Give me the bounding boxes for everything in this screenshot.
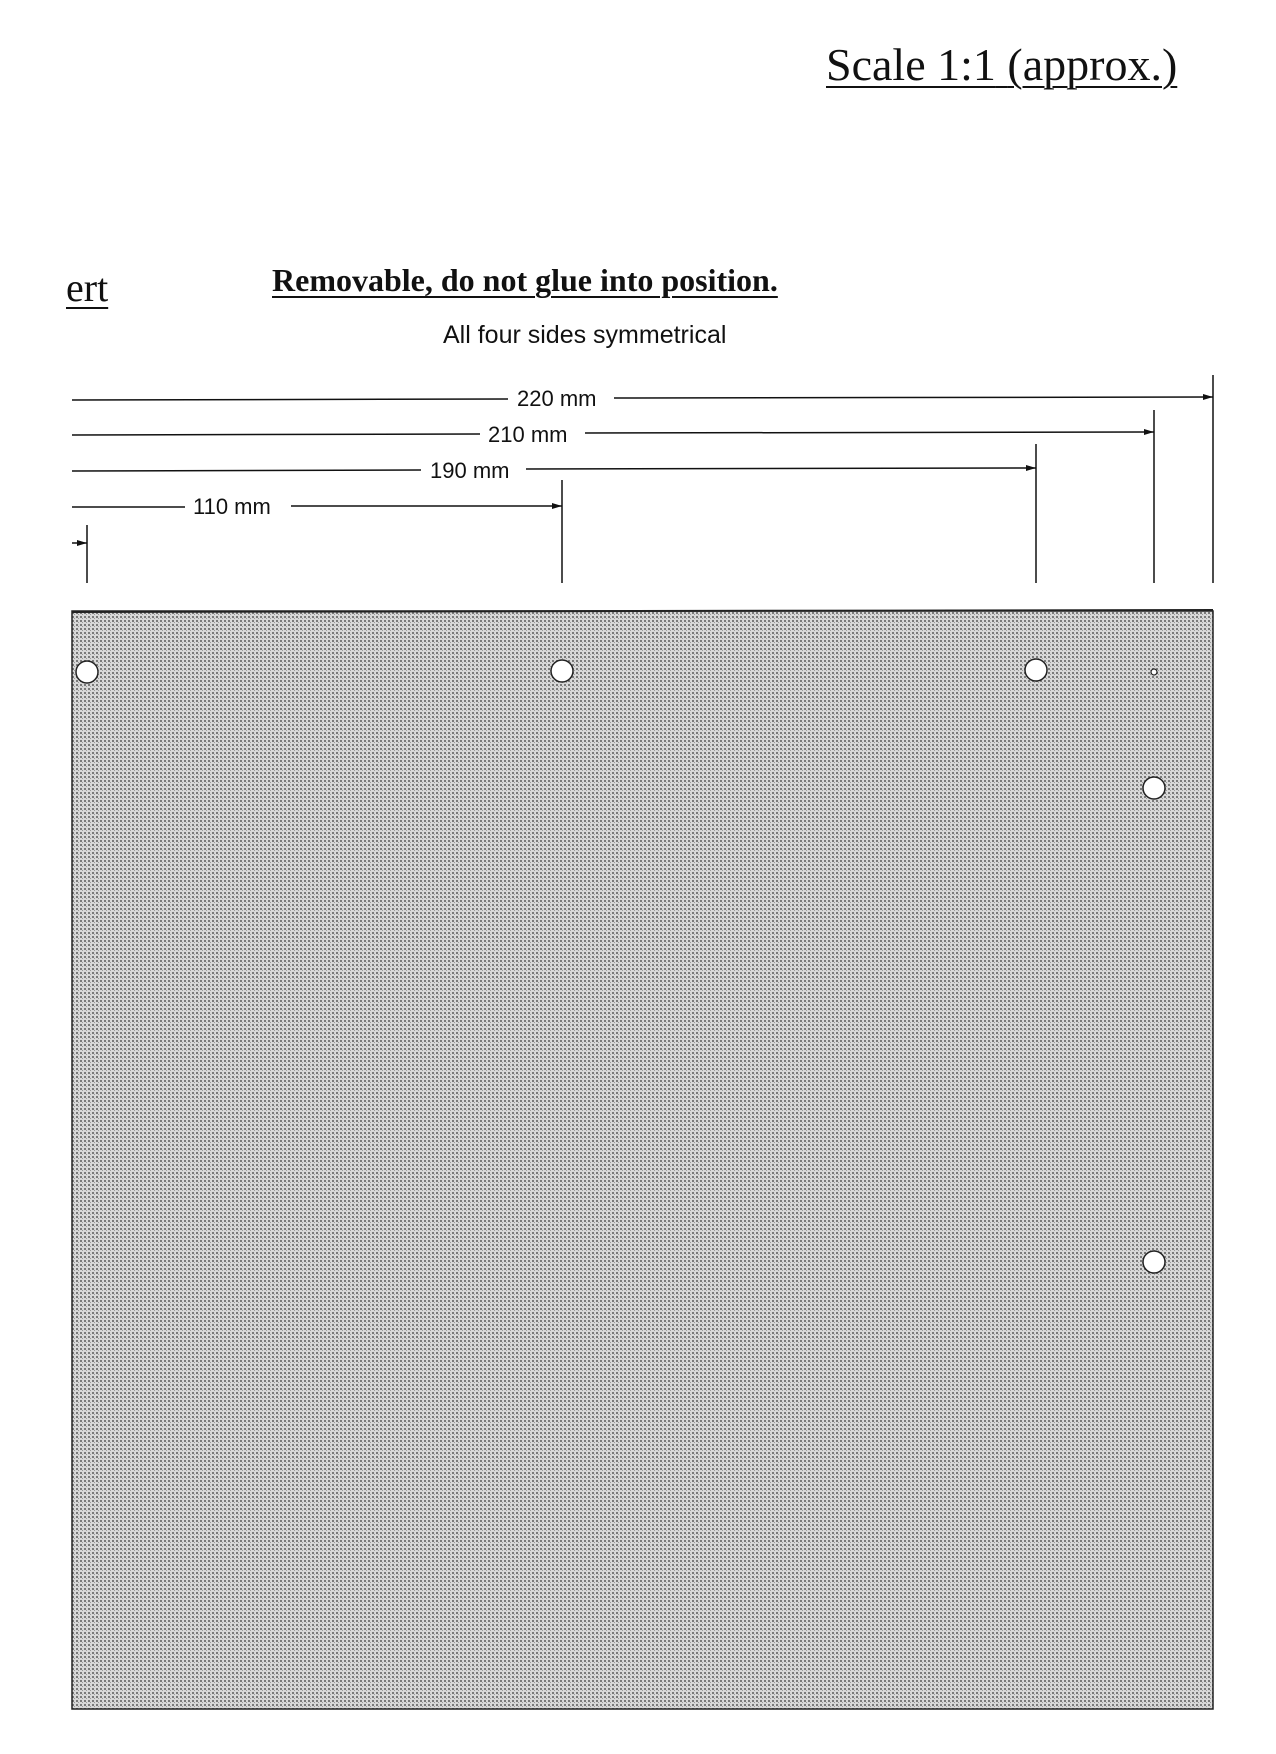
dimension-line-210-right <box>585 432 1154 433</box>
hole <box>1151 669 1157 675</box>
hole <box>1143 777 1165 799</box>
hole <box>551 660 573 682</box>
dimension-line-220-right <box>614 397 1213 398</box>
cropped-heading-fragment: ert <box>66 265 109 310</box>
scale-approx: (approx.) <box>1007 39 1178 90</box>
dimension-label-190: 190 mm <box>430 458 510 483</box>
scale-ratio: Scale 1:1 <box>826 39 996 90</box>
symmetry-note: All four sides symmetrical <box>443 321 727 349</box>
dimension-line-190-right <box>526 468 1036 469</box>
insert-panel <box>72 611 1213 1709</box>
dimension-label-110: 110 mm <box>193 494 271 519</box>
hole <box>1025 659 1047 681</box>
dimension-line-190-left <box>72 470 421 471</box>
hole <box>1143 1251 1165 1273</box>
dimension-line-210-left <box>72 434 480 435</box>
dimension-label-210: 210 mm <box>488 422 568 447</box>
dimension-line-220-left <box>72 399 508 400</box>
hole <box>76 661 98 683</box>
removable-note: Removable, do not glue into position. <box>272 262 778 298</box>
dimension-label-220: 220 mm <box>517 386 597 411</box>
